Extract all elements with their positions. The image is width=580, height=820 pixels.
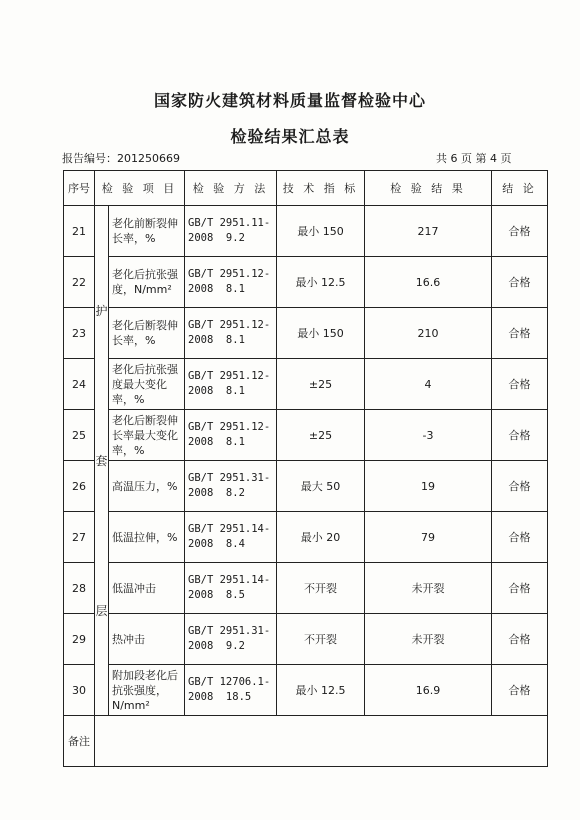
row-spec: 最小 12.5 <box>277 257 365 308</box>
group-label-char: 层 <box>95 603 108 618</box>
row-method: GB/T 2951.12- 2008 8.1 <box>185 308 277 359</box>
row-method: GB/T 12706.1- 2008 18.5 <box>185 665 277 716</box>
row-result: 16.6 <box>365 257 492 308</box>
table-row <box>64 512 548 563</box>
row-no: 30 <box>64 665 95 716</box>
row-result: 未开裂 <box>365 563 492 614</box>
table-row <box>64 563 548 614</box>
remarks-label: 备注 <box>64 716 95 767</box>
row-method: GB/T 2951.12- 2008 8.1 <box>185 410 277 461</box>
table-row <box>64 614 548 665</box>
row-spec: 最大 50 <box>277 461 365 512</box>
row-item: 低温拉伸，% <box>109 512 185 563</box>
row-result: 210 <box>365 308 492 359</box>
col-header-no: 序号 <box>64 171 95 206</box>
col-header-result: 检 验 结 果 <box>365 171 492 206</box>
row-spec: 不开裂 <box>277 563 365 614</box>
row-item: 老化前断裂伸长率，% <box>109 206 185 257</box>
row-no: 29 <box>64 614 95 665</box>
table-row <box>64 665 548 716</box>
col-header-conclusion: 结 论 <box>492 171 548 206</box>
row-no: 23 <box>64 308 95 359</box>
row-item: 老化后断裂伸长率最大变化率，% <box>109 410 185 461</box>
table-row <box>64 461 548 512</box>
row-method: GB/T 2951.12- 2008 8.1 <box>185 359 277 410</box>
row-conclusion: 合格 <box>492 614 548 665</box>
col-header-item: 检 验 项 目 <box>95 171 185 206</box>
table-header-row <box>64 171 548 206</box>
row-result: 217 <box>365 206 492 257</box>
col-header-spec: 技 术 指 标 <box>277 171 365 206</box>
row-no: 21 <box>64 206 95 257</box>
row-method: GB/T 2951.31- 2008 9.2 <box>185 614 277 665</box>
row-item: 高温压力，% <box>109 461 185 512</box>
row-spec: 最小 12.5 <box>277 665 365 716</box>
row-conclusion: 合格 <box>492 512 548 563</box>
table-row <box>64 359 548 410</box>
row-conclusion: 合格 <box>492 461 548 512</box>
remarks-row <box>64 716 548 767</box>
org-title: 国家防火建筑材料质量监督检验中心 <box>153 91 426 110</box>
row-spec: 最小 150 <box>277 206 365 257</box>
row-result: 16.9 <box>365 665 492 716</box>
row-no: 26 <box>64 461 95 512</box>
row-no: 28 <box>64 563 95 614</box>
page-info: 共 6 页 第 4 页 <box>436 152 512 165</box>
row-no: 25 <box>64 410 95 461</box>
row-conclusion: 合格 <box>492 308 548 359</box>
row-conclusion: 合格 <box>492 359 548 410</box>
row-no: 27 <box>64 512 95 563</box>
table-row <box>64 308 548 359</box>
table-row <box>64 410 548 461</box>
report-number: 报告编号：201250669 <box>62 152 180 165</box>
table-row <box>64 257 548 308</box>
row-item: 老化后断裂伸长率，% <box>109 308 185 359</box>
row-item: 老化后抗张强度，N/mm² <box>109 257 185 308</box>
row-result: 4 <box>365 359 492 410</box>
row-conclusion: 合格 <box>492 257 548 308</box>
row-result: 79 <box>365 512 492 563</box>
row-result: 未开裂 <box>365 614 492 665</box>
row-method: GB/T 2951.14- 2008 8.5 <box>185 563 277 614</box>
document-title: 检验结果汇总表 <box>230 127 350 146</box>
results-table <box>63 170 548 767</box>
row-conclusion: 合格 <box>492 206 548 257</box>
row-item: 低温冲击 <box>109 563 185 614</box>
row-item: 老化后抗张强度最大变化率，% <box>109 359 185 410</box>
row-method: GB/T 2951.31- 2008 8.2 <box>185 461 277 512</box>
row-item: 附加段老化后抗张强度，N/mm² <box>109 665 185 716</box>
row-spec: 最小 20 <box>277 512 365 563</box>
col-header-method: 检 验 方 法 <box>185 171 277 206</box>
row-spec: ±25 <box>277 410 365 461</box>
row-method: GB/T 2951.12- 2008 8.1 <box>185 257 277 308</box>
row-conclusion: 合格 <box>492 563 548 614</box>
row-spec: 不开裂 <box>277 614 365 665</box>
row-conclusion: 合格 <box>492 665 548 716</box>
row-no: 22 <box>64 257 95 308</box>
row-method: GB/T 2951.11- 2008 9.2 <box>185 206 277 257</box>
row-result: -3 <box>365 410 492 461</box>
group-label-char: 护 <box>95 303 108 318</box>
remarks-value <box>95 716 548 767</box>
row-no: 24 <box>64 359 95 410</box>
group-label-cell <box>95 206 109 716</box>
row-spec: 最小 150 <box>277 308 365 359</box>
row-item: 热冲击 <box>109 614 185 665</box>
row-result: 19 <box>365 461 492 512</box>
row-conclusion: 合格 <box>492 410 548 461</box>
row-method: GB/T 2951.14- 2008 8.4 <box>185 512 277 563</box>
table-row <box>64 206 548 257</box>
row-spec: ±25 <box>277 359 365 410</box>
group-label-char: 套 <box>95 453 108 468</box>
